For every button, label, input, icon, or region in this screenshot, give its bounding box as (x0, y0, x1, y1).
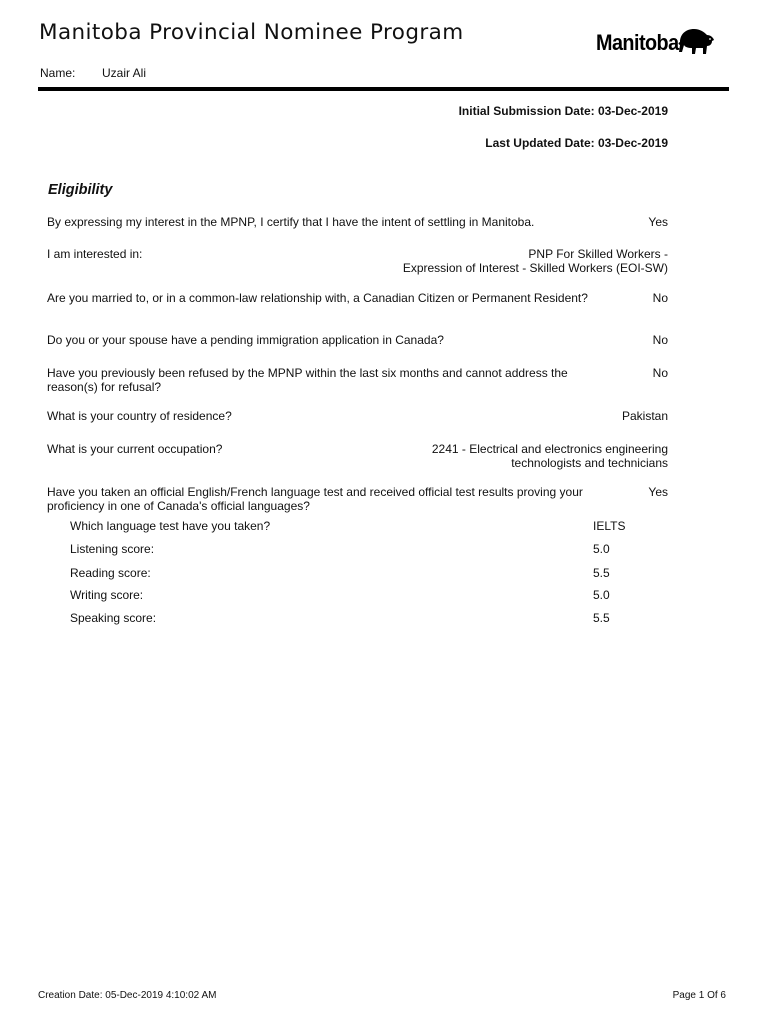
question-country-residence: What is your country of residence? (47, 409, 232, 423)
answer-country-residence: Pakistan (621, 409, 668, 423)
answer-language-test: Yes (648, 485, 668, 499)
reading-score-label: Reading score: (70, 566, 151, 580)
language-test-type-value: IELTS (593, 519, 626, 533)
header-divider (38, 87, 729, 91)
question-language-test: Have you taken an official English/French language test and received official test results proving your proficiency in one of Canada's official languages? (47, 485, 583, 513)
question-previously-refused: Have you previously been refused by the MPNP within the last six months and cannot address the reason(s) for refusal? (47, 366, 568, 394)
answer-occupation (348, 442, 668, 470)
speaking-score-label: Speaking score: (70, 611, 157, 625)
manitoba-logo (594, 22, 720, 64)
reading-score-value: 5.5 (593, 566, 610, 580)
name-value: Uzair Ali (102, 66, 147, 80)
logo-text: Manitoba (596, 30, 679, 55)
answer-interested-in (368, 247, 668, 275)
section-title-eligibility: Eligibility (48, 182, 113, 198)
answer-occupation-line1: 2241 - Electrical and electronics engineering (431, 442, 668, 456)
answer-married: No (652, 291, 668, 305)
question-interested-in: I am interested in: (47, 247, 143, 261)
answer-previously-refused: No (652, 366, 668, 380)
name-label: Name: (40, 66, 76, 80)
listening-score-value: 5.0 (593, 542, 610, 556)
answer-interested-in-line1: PNP For Skilled Workers - (528, 247, 668, 261)
creation-date: Creation Date: 05-Dec-2019 4:10:02 AM (38, 990, 217, 1001)
last-updated-date: Last Updated Date: 03-Dec-2019 (485, 136, 668, 150)
writing-score-label: Writing score: (70, 588, 144, 602)
question-occupation: What is your current occupation? (47, 442, 223, 456)
answer-pending-application: No (652, 333, 668, 347)
question-married: Are you married to, or in a common-law relationship with, a Canadian Citizen or Permanent Resident? (47, 291, 588, 305)
initial-submission-date: Initial Submission Date: 03-Dec-2019 (458, 104, 668, 118)
writing-score-value: 5.0 (593, 588, 610, 602)
question-pending-application: Do you or your spouse have a pending immigration application in Canada? (47, 333, 444, 347)
speaking-score-value: 5.5 (593, 611, 610, 625)
answer-occupation-line2: technologists and technicians (511, 456, 668, 470)
document-title: Manitoba Provincial Nominee Program (39, 20, 464, 45)
answer-interested-in-line2: Expression of Interest - Skilled Workers (EOI-SW) (402, 261, 668, 275)
answer-settling-intent: Yes (648, 215, 668, 229)
page-number: Page 1 Of 6 (672, 990, 726, 1001)
listening-score-label: Listening score: (70, 542, 155, 556)
bison-icon (676, 26, 716, 58)
language-test-type-label: Which language test have you taken? (70, 519, 271, 533)
question-settling-intent: By expressing my interest in the MPNP, I certify that I have the intent of settling in Manitoba. (47, 215, 535, 229)
